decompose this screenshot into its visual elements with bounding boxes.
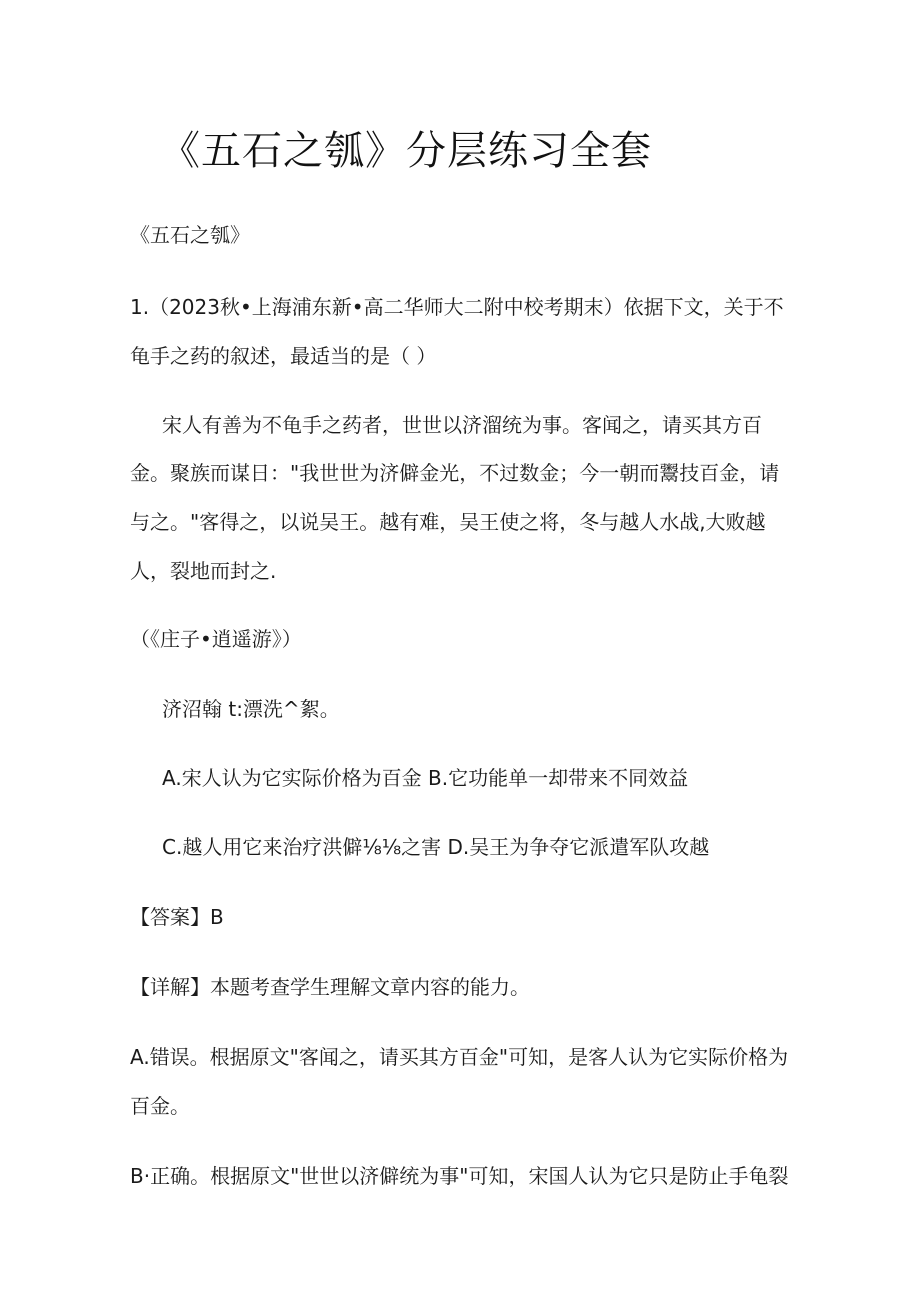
explanation-b-line-1: B·正确。根据原文"世世以济僻统为事"可知，宋国人认为它只是防止手龟裂 bbox=[130, 1164, 789, 1188]
options-line-cd: C.越人用它来治疗洪僻⅛⅛之害 D.吴王为争夺它派遣军队攻越 bbox=[162, 835, 710, 859]
options-line-ab: A.宋人认为它实际价格为百金 B.它功能单一却带来不同效益 bbox=[162, 766, 689, 790]
explanation-heading: 【详解】本题考查学生理解文章内容的能力。 bbox=[130, 975, 530, 999]
passage-line-1: 宋人有善为不龟手之药者，世世以济溜统为事。客闻之，请买其方百 bbox=[162, 413, 762, 437]
answer-line: 【答案】B bbox=[130, 905, 224, 929]
page-title: 《五石之瓠》分层练习全套 bbox=[160, 128, 652, 174]
passage-line-4: 人，裂地而封之. bbox=[130, 559, 277, 583]
question-stem-line-1: 1.（2023秋•上海浦东新•高二华师大二附中校考期末）依据下文，关于不 bbox=[130, 295, 784, 319]
passage-line-3: 与之。"客得之，以说吴王。越有难，吴王使之将，冬与越人水战,大败越 bbox=[130, 510, 766, 534]
passage-source: （《庄子•逍遥游》） bbox=[130, 627, 302, 651]
section-heading: 《五石之瓠》 bbox=[130, 223, 250, 247]
explanation-a-line-2: 百金。 bbox=[130, 1094, 190, 1118]
explanation-a-line-1: A.错误。根据原文"客闻之，请买其方百金"可知，是客人认为它实际价格为 bbox=[130, 1045, 789, 1069]
passage-note: 济沼翰 t:漂洗^絮。 bbox=[162, 697, 340, 721]
passage-line-2: 金。聚族而谋日："我世世为济僻金光，不过数金；今一朝而鬻技百金，请 bbox=[130, 461, 780, 485]
question-stem-line-2: 龟手之药的叙述，最适当的是（ ） bbox=[130, 344, 437, 368]
